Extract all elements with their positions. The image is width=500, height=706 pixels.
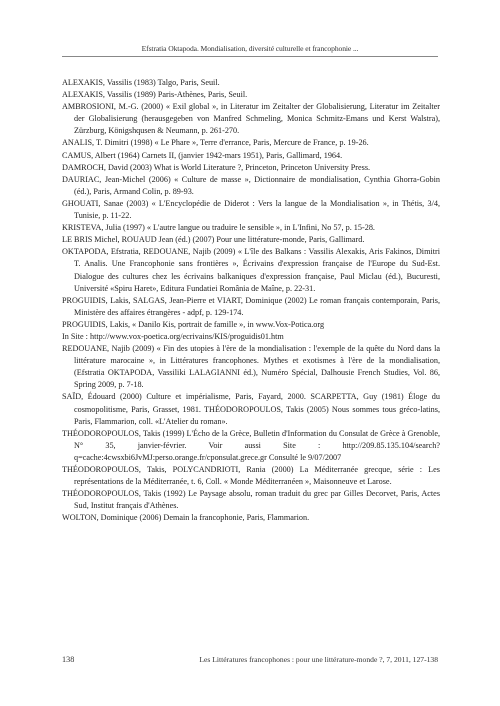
reference-entry: ALEXAKIS, Vassilis (1983) Talgo, Paris, Seuil.: [62, 78, 220, 87]
bibliography: [62, 77, 440, 524]
header-divider: [62, 56, 438, 57]
reference-entry: DAMROCH, David (2003) What is World Literature ?, Princeton, Princeton University Press.: [62, 162, 371, 172]
reference-entry: THÉODOROPOULOS, Takis (1992) Le Paysage absolu, roman traduit du grec par Gilles Decorvet, Paris, Actes Sud, Institut français d'Athènes.: [62, 489, 440, 511]
running-head: Efstratia Oktapoda. Mondialisation, diversité culturelle et francophonie ...: [141, 44, 359, 53]
reference-entry: KRISTEVA, Julia (1997) « L'autre langue ou traduire le sensible », in L'Infini, No 57, p. 15-28.: [62, 223, 375, 233]
reference-entry: PROGUIDIS, Lakis, SALGAS, Jean-Pierre et VIART, Dominique (2002) Le roman français contemporain, Paris, Ministère des affaires étrangères - adpf, p. 129-174.: [62, 295, 440, 317]
reference-entry: GHOUATI, Sanae (2003) « L'Encyclopédie de Diderot : Vers la langue de la Mondialisation », in Thétis, 3/4, Tunisie, p. 11-22.: [62, 198, 440, 221]
reference-entry: OKTAPODA, Efstratia, REDOUANE, Najib (2009) « L'île des Balkans : Vassilis Alexakis, Aris Fakinos, Dimitri T. Analis. Une Francophonie sans frontières », Écrivains d'expression française de l'Europe du Sud-Est. Dialogue des cultures chez les écrivains balkaniques d'expression française, Paul Miclau (éd.), Bucuresti, Université «Spiru Haret», Editura Fundatiei România de Maîne, p. 22-31.: [62, 247, 440, 293]
reference-entry: PROGUIDIS, Lakis, « Danilo Kis, portrait de famille », in www.Vox-Potica.org: [62, 319, 325, 329]
reference-entry: ALEXAKIS, Vassilis (1989) Paris-Athènes, Paris, Seuil.: [62, 90, 248, 100]
reference-entry: CAMUS, Albert (1964) Carnets II, (janvier 1942-mars 1951), Paris, Gallimard, 1964.: [62, 150, 343, 160]
footer-citation: Les Littératures francophones : pour une littérature-monde ?, 7, 2011, 127-138: [199, 655, 438, 664]
reference-entry: AMBROSIONI, M.-G. (2000) « Exil global », in Literatur im Zeitalter der Globalisierung, Literatur im Zeitalter der Globalisierung (herausgegeben von Manfred Schmeling, Monica Schmitz-Emans und Kerst Walstra), Zürzburg, Königshqusen & Neumann, p. 261-270.: [62, 102, 440, 136]
page-number: 138: [62, 655, 75, 664]
reference-entry: THÉODOROPOULOS, Takis, POLYCANDRIOTI, Rania (2000) La Méditerranée grecque, série : Les représentations de la Méditerranée, t. 6, Coll. « Monde Méditerranéen », Maisonneuve et Larose.: [62, 465, 440, 487]
reference-entry: REDOUANE, Najib (2009) « Fin des utopies à l'ère de la mondialisation : l'exemple de la quête du Nord dans la littérature marocaine », in Littératures francophones. Mythes et exotismes à l'ère de la mondialisation, (Efstratia OKTAPODA, Vassiliki LALAGIANNI éd.), Numéro Spécial, Dalhousie French Studies, Vol. 86, Spring 2009, p. 7-18.: [62, 344, 440, 390]
reference-entry: DAURIAC, Jean-Michel (2006) « Culture de masse », Dictionnaire de mondialisation, Cynthia Ghorra-Gobin (éd.), Paris, Armand Colin, p. 89-93.: [62, 174, 440, 196]
reference-entry: SAÏD, Édouard (2000) Culture et impérialisme, Paris, Fayard, 2000. SCARPETTA, Guy (1981) Éloge du cosmopolitisme, Paris, Grasset, 1981. THÉODOROPOULOS, Takis (2005) Nous sommes tous gréco-latins, Paris, Flammarion, coll. «L'Atelier du roman».: [62, 392, 440, 426]
reference-entry: WOLTON, Dominique (2006) Demain la francophonie, Paris, Flammarion.: [62, 513, 310, 523]
reference-entry: THÉODOROPOULOS, Takis (1999) L'Écho de la Grèce, Bulletin d'Information du Consulat de Grèce à Grenoble, N° 35, janvier-février. Voir aussi Site : http://209.85.135.104/search?q=cache:4cwsxbi6JvMJ:perso.orange.fr/cponsulat.grece.gr Consulté le 9/07/2007: [62, 428, 440, 462]
reference-entry: ANALIS, T. Dimitri (1998) « Le Phare », Terre d'errance, Paris, Mercure de France, p. 19-26.: [62, 138, 369, 148]
reference-entry: LE BRIS Michel, ROUAUD Jean (éd.) (2007) Pour une littérature-monde, Paris, Gallimard.: [62, 235, 365, 245]
reference-entry: In Site : http://www.vox-poetica.org/ecrivains/KIS/proguidis01.htm: [62, 331, 284, 341]
